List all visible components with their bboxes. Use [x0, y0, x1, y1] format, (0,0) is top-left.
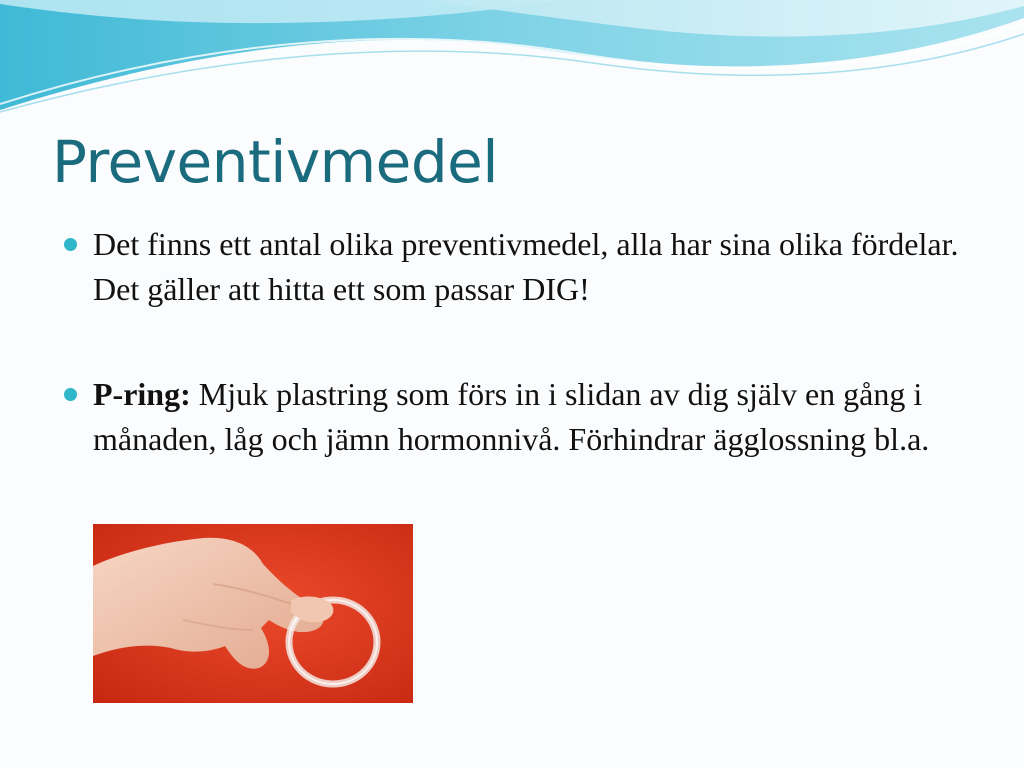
bullet-text: Det finns ett antal olika preventivmedel, alla har sina olika fördelar. Det gäller att hitta ett som passar DIG!: [93, 226, 959, 307]
bullet-item: [60, 372, 960, 462]
decorative-wave-header: [0, 0, 1024, 120]
bullet-item: [60, 222, 960, 312]
bullet-dot-icon: [64, 238, 77, 251]
bullet-dot-icon: [64, 388, 77, 401]
p-ring-photo: [93, 524, 413, 703]
slide-title: Preventivmedel: [52, 128, 498, 196]
bullet-label: P-ring:: [93, 376, 191, 412]
bullet-list: [60, 222, 960, 462]
bullet-text: Mjuk plastring som förs in i slidan av dig själv en gång i månaden, låg och jämn hormonnivå. Förhindrar ägglossning bl.a.: [93, 376, 930, 457]
